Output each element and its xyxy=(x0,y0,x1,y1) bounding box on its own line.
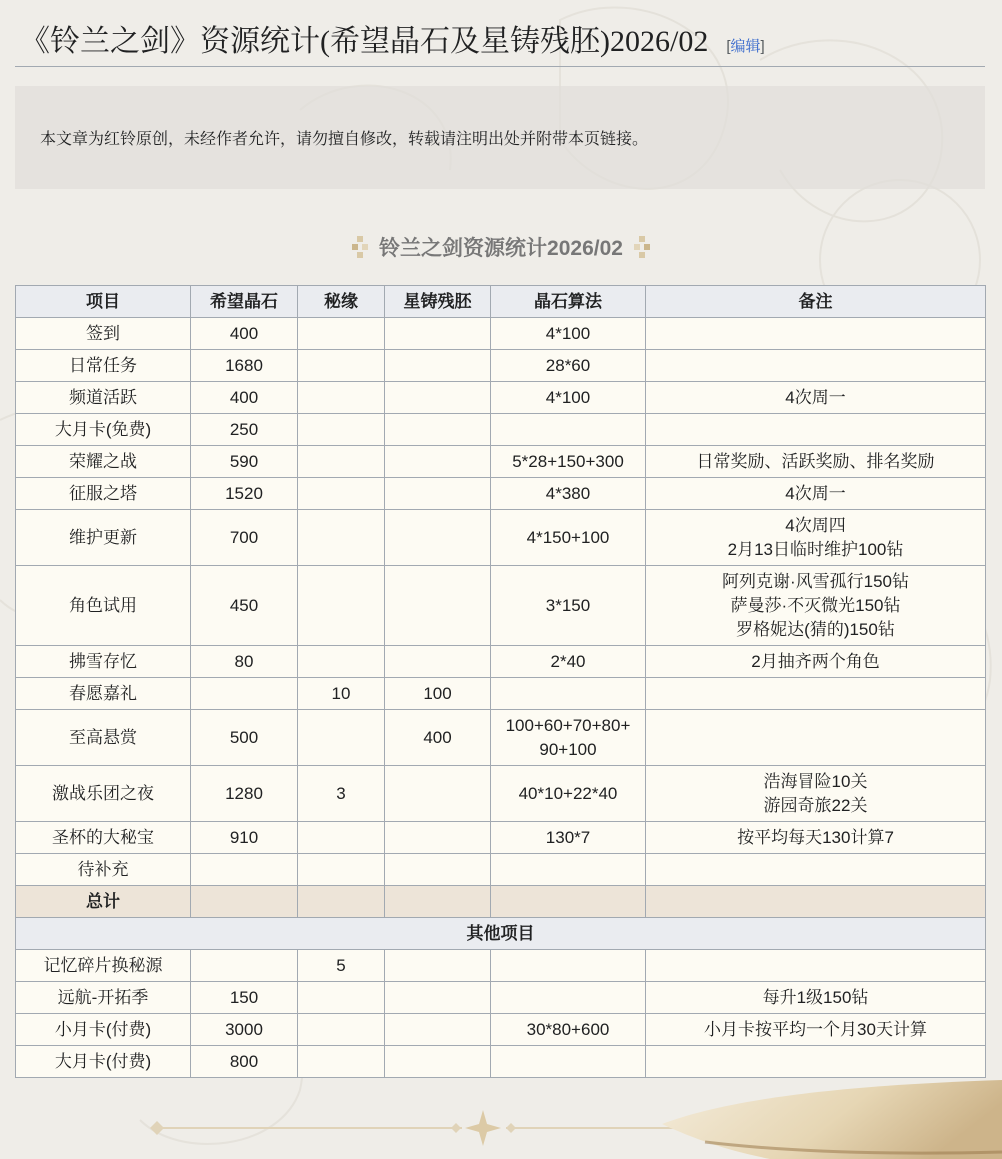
cell-text: 1280 xyxy=(225,783,263,803)
cell-crystal-formula xyxy=(491,510,646,566)
cell-item xyxy=(16,1046,191,1078)
header-note: 备注 xyxy=(646,286,986,318)
cell-note xyxy=(646,646,986,678)
cell-item xyxy=(16,478,191,510)
cell-hope-crystal xyxy=(191,982,298,1014)
cell-crystal-formula xyxy=(491,478,646,510)
cell-note xyxy=(646,886,986,918)
cell-mystic-bond xyxy=(298,886,385,918)
cell-text: 5*28+150+300 xyxy=(512,451,624,471)
cell-crystal-formula xyxy=(491,318,646,350)
cell-text: 590 xyxy=(229,451,259,471)
cell-text: 80 xyxy=(234,651,254,671)
cell-note xyxy=(646,678,986,710)
page-heading xyxy=(20,20,985,64)
cell-text: 4次周一 xyxy=(785,483,846,503)
cell-text: 130*7 xyxy=(545,827,591,847)
header-crystal-formula: 晶石算法 xyxy=(491,286,646,318)
cell-crystal-formula xyxy=(491,886,646,918)
total-row xyxy=(16,886,986,918)
cell-text: 罗格妮达(猜的)150钻 xyxy=(736,619,895,639)
table-row xyxy=(16,510,986,566)
cell-hope-crystal xyxy=(191,678,298,710)
cell-item xyxy=(16,710,191,766)
cell-mystic-bond xyxy=(298,854,385,886)
header-mystic-bond: 秘缘 xyxy=(298,286,385,318)
cell-crystal-formula xyxy=(491,766,646,822)
cell-item xyxy=(16,982,191,1014)
edit-link[interactable]: 编辑 xyxy=(730,38,761,55)
cell-text: 3*150 xyxy=(545,595,591,615)
cell-crystal-formula xyxy=(491,1046,646,1078)
cell-text: 400 xyxy=(423,727,452,747)
cell-text: 400 xyxy=(229,323,259,343)
cell-item xyxy=(16,822,191,854)
cell-text: 至高悬赏 xyxy=(69,727,137,747)
cell-mystic-bond xyxy=(298,710,385,766)
cell-text: 荣耀之战 xyxy=(69,451,137,471)
table-row xyxy=(16,646,986,678)
cell-text: 记忆碎片换秘源 xyxy=(43,955,163,975)
cell-starcast xyxy=(385,382,491,414)
cell-starcast xyxy=(385,510,491,566)
header-item: 项目 xyxy=(16,286,191,318)
cell-item xyxy=(16,382,191,414)
notice-text: 本文章为红铃原创，未经作者允许，请勿擅自修改，转载请注明出处并附带本页链接。 xyxy=(40,131,649,148)
header-hope-crystal: 希望晶石 xyxy=(191,286,298,318)
ornament-left-icon xyxy=(352,236,368,258)
cell-note xyxy=(646,766,986,822)
cell-text: 4*150+100 xyxy=(526,527,610,547)
cell-text: 按平均每天130计算7 xyxy=(737,827,894,847)
cell-text: 5 xyxy=(336,955,346,975)
cell-crystal-formula xyxy=(491,414,646,446)
table-row xyxy=(16,382,986,414)
cell-hope-crystal xyxy=(191,766,298,822)
copyright-notice xyxy=(15,86,985,189)
cell-note xyxy=(646,510,986,566)
cell-text: 角色试用 xyxy=(69,595,137,615)
cell-starcast xyxy=(385,446,491,478)
cell-note xyxy=(646,414,986,446)
cell-note xyxy=(646,982,986,1014)
resource-table xyxy=(15,285,986,1078)
cell-text: 4*100 xyxy=(545,323,591,343)
cell-text: 远航-开拓季 xyxy=(57,987,149,1007)
cell-text: 征服之塔 xyxy=(69,483,137,503)
cell-text: 阿列克谢·风雪孤行150钻 xyxy=(721,571,910,591)
cell-item xyxy=(16,510,191,566)
cell-starcast xyxy=(385,950,491,982)
cell-crystal-formula xyxy=(491,566,646,646)
cell-note xyxy=(646,822,986,854)
cell-text: 小月卡按平均一个月30天计算 xyxy=(704,1019,927,1039)
cell-mystic-bond xyxy=(298,510,385,566)
edit-bracket-close: ] xyxy=(760,38,765,55)
cell-note xyxy=(646,1014,986,1046)
cell-text: 4*380 xyxy=(545,483,591,503)
cell-mystic-bond xyxy=(298,566,385,646)
page-title: 《铃兰之剑》资源统计(希望晶石及星铸残胚)2026/02 xyxy=(20,25,709,58)
cell-mystic-bond xyxy=(298,478,385,510)
cell-mystic-bond xyxy=(298,678,385,710)
cell-hope-crystal xyxy=(191,886,298,918)
cell-text: 4次周四 xyxy=(785,515,846,535)
cell-starcast xyxy=(385,822,491,854)
cell-hope-crystal xyxy=(191,950,298,982)
cell-note xyxy=(646,446,986,478)
cell-crystal-formula xyxy=(491,854,646,886)
cell-text: 维护更新 xyxy=(69,527,137,547)
cell-text: 250 xyxy=(229,419,259,439)
cell-text: 450 xyxy=(229,595,259,615)
cell-hope-crystal xyxy=(191,646,298,678)
table-row xyxy=(16,566,986,646)
cell-item xyxy=(16,1014,191,1046)
table-body xyxy=(16,318,986,1078)
cell-text: 圣杯的大秘宝 xyxy=(52,827,154,847)
cell-text: 150 xyxy=(229,987,259,1007)
ornament-right-icon xyxy=(634,236,650,258)
cell-note xyxy=(646,318,986,350)
cell-text: 3000 xyxy=(225,1019,263,1039)
cell-text: 30*80+600 xyxy=(526,1019,610,1039)
cell-text: 500 xyxy=(229,727,259,747)
cell-note xyxy=(646,350,986,382)
cell-mystic-bond xyxy=(298,446,385,478)
cell-text: 萨曼莎·不灭微光150钻 xyxy=(730,595,901,615)
cell-item xyxy=(16,350,191,382)
section-title xyxy=(0,231,1002,263)
cell-text: 待补充 xyxy=(77,859,129,879)
cell-text: 400 xyxy=(229,387,259,407)
cell-mystic-bond xyxy=(298,1046,385,1078)
cell-text: 4*100 xyxy=(545,387,591,407)
cell-item xyxy=(16,854,191,886)
section-header-row xyxy=(16,918,986,950)
cell-starcast xyxy=(385,318,491,350)
cell-mystic-bond xyxy=(298,1014,385,1046)
cell-item xyxy=(16,318,191,350)
cell-crystal-formula xyxy=(491,678,646,710)
cell-text: 10 xyxy=(331,683,351,703)
cell-hope-crystal xyxy=(191,446,298,478)
cell-text: 日常奖励、活跃奖励、排名奖励 xyxy=(696,451,935,471)
cell-text: 90+100 xyxy=(539,739,597,759)
cell-text: 700 xyxy=(229,527,259,547)
cell-item xyxy=(16,766,191,822)
cell-hope-crystal xyxy=(191,350,298,382)
cell-starcast xyxy=(385,478,491,510)
cell-text: 大月卡(免费) xyxy=(54,419,152,439)
cell-crystal-formula xyxy=(491,350,646,382)
table-row xyxy=(16,446,986,478)
cell-note xyxy=(646,950,986,982)
cell-starcast xyxy=(385,854,491,886)
table-row xyxy=(16,478,986,510)
cell-note xyxy=(646,710,986,766)
cell-hope-crystal xyxy=(191,854,298,886)
cell-item xyxy=(16,566,191,646)
edit-bracket-open: [ xyxy=(726,38,731,55)
cell-mystic-bond xyxy=(298,982,385,1014)
cell-text: 拂雪存忆 xyxy=(69,651,137,671)
table-row xyxy=(16,318,986,350)
cell-crystal-formula xyxy=(491,950,646,982)
table-row xyxy=(16,854,986,886)
cell-text: 签到 xyxy=(86,323,120,343)
cell-text: 激战乐团之夜 xyxy=(52,783,154,803)
cell-text: 浩海冒险10关 xyxy=(763,771,868,791)
cell-text: 大月卡(付费) xyxy=(54,1051,152,1071)
bottom-ornament xyxy=(0,1080,1002,1159)
cell-text: 总计 xyxy=(86,891,120,911)
cell-text: 1680 xyxy=(225,355,263,375)
table-row xyxy=(16,822,986,854)
cell-text: 频道活跃 xyxy=(69,387,137,407)
cell-item xyxy=(16,446,191,478)
cell-starcast xyxy=(385,678,491,710)
cell-note xyxy=(646,566,986,646)
cell-item xyxy=(16,886,191,918)
cell-text: 3 xyxy=(336,783,346,803)
table-row xyxy=(16,414,986,446)
cell-mystic-bond xyxy=(298,646,385,678)
cell-note xyxy=(646,382,986,414)
cell-mystic-bond xyxy=(298,382,385,414)
cell-crystal-formula xyxy=(491,982,646,1014)
cell-starcast xyxy=(385,350,491,382)
header-starcast: 星铸残胚 xyxy=(385,286,491,318)
cell-item xyxy=(16,414,191,446)
cell-text: 100+60+70+80+ xyxy=(505,715,631,735)
cell-text: 2月13日临时维护100钻 xyxy=(727,539,904,559)
cell-text: 800 xyxy=(229,1051,259,1071)
cell-hope-crystal xyxy=(191,710,298,766)
table-row xyxy=(16,766,986,822)
cell-mystic-bond xyxy=(298,350,385,382)
cell-crystal-formula xyxy=(491,710,646,766)
cell-crystal-formula xyxy=(491,822,646,854)
cell-hope-crystal xyxy=(191,318,298,350)
cell-hope-crystal xyxy=(191,510,298,566)
cell-mystic-bond xyxy=(298,822,385,854)
table-row xyxy=(16,710,986,766)
table-row xyxy=(16,1046,986,1078)
cell-item xyxy=(16,678,191,710)
table-row xyxy=(16,350,986,382)
table-row xyxy=(16,950,986,982)
cell-crystal-formula xyxy=(491,646,646,678)
cell-hope-crystal xyxy=(191,1046,298,1078)
cell-item xyxy=(16,950,191,982)
cell-starcast xyxy=(385,982,491,1014)
cell-starcast xyxy=(385,886,491,918)
cell-text: 游园奇旅22关 xyxy=(763,795,868,815)
cell-note xyxy=(646,478,986,510)
cell-mystic-bond xyxy=(298,766,385,822)
table-row xyxy=(16,1014,986,1046)
edit-section xyxy=(726,35,764,56)
table-row xyxy=(16,678,986,710)
cell-hope-crystal xyxy=(191,566,298,646)
cell-crystal-formula xyxy=(491,446,646,478)
cell-text: 910 xyxy=(229,827,259,847)
cell-starcast xyxy=(385,414,491,446)
cell-note xyxy=(646,1046,986,1078)
cell-crystal-formula xyxy=(491,382,646,414)
section-title-text: 铃兰之剑资源统计2026/02 xyxy=(379,237,623,260)
cell-hope-crystal xyxy=(191,1014,298,1046)
cell-text: 40*10+22*40 xyxy=(518,783,618,803)
cell-starcast xyxy=(385,1046,491,1078)
cell-text: 春愿嘉礼 xyxy=(69,683,137,703)
cell-mystic-bond xyxy=(298,950,385,982)
heading-divider xyxy=(15,66,985,67)
cell-text: 4次周一 xyxy=(785,387,846,407)
cell-starcast xyxy=(385,566,491,646)
quill-decoration xyxy=(662,1080,1002,1159)
cell-hope-crystal xyxy=(191,822,298,854)
cell-hope-crystal xyxy=(191,414,298,446)
cell-text: 100 xyxy=(423,683,452,703)
cell-starcast xyxy=(385,646,491,678)
cell-mystic-bond xyxy=(298,318,385,350)
cell-text: 每升1级150钻 xyxy=(762,987,869,1007)
cell-text: 28*60 xyxy=(545,355,591,375)
cell-text: 2*40 xyxy=(550,651,586,671)
table-row xyxy=(16,982,986,1014)
section-header-other-items: 其他项目 xyxy=(16,918,986,950)
cell-text: 2月抽齐两个角色 xyxy=(751,651,880,671)
cell-note xyxy=(646,854,986,886)
cell-text: 小月卡(付费) xyxy=(54,1019,152,1039)
cell-hope-crystal xyxy=(191,382,298,414)
cell-text: 日常任务 xyxy=(69,355,137,375)
cell-mystic-bond xyxy=(298,414,385,446)
cell-starcast xyxy=(385,766,491,822)
cell-crystal-formula xyxy=(491,1014,646,1046)
cell-starcast xyxy=(385,710,491,766)
table-header-row xyxy=(16,286,986,318)
cell-item xyxy=(16,646,191,678)
cell-hope-crystal xyxy=(191,478,298,510)
cell-text: 1520 xyxy=(225,483,263,503)
cell-starcast xyxy=(385,1014,491,1046)
